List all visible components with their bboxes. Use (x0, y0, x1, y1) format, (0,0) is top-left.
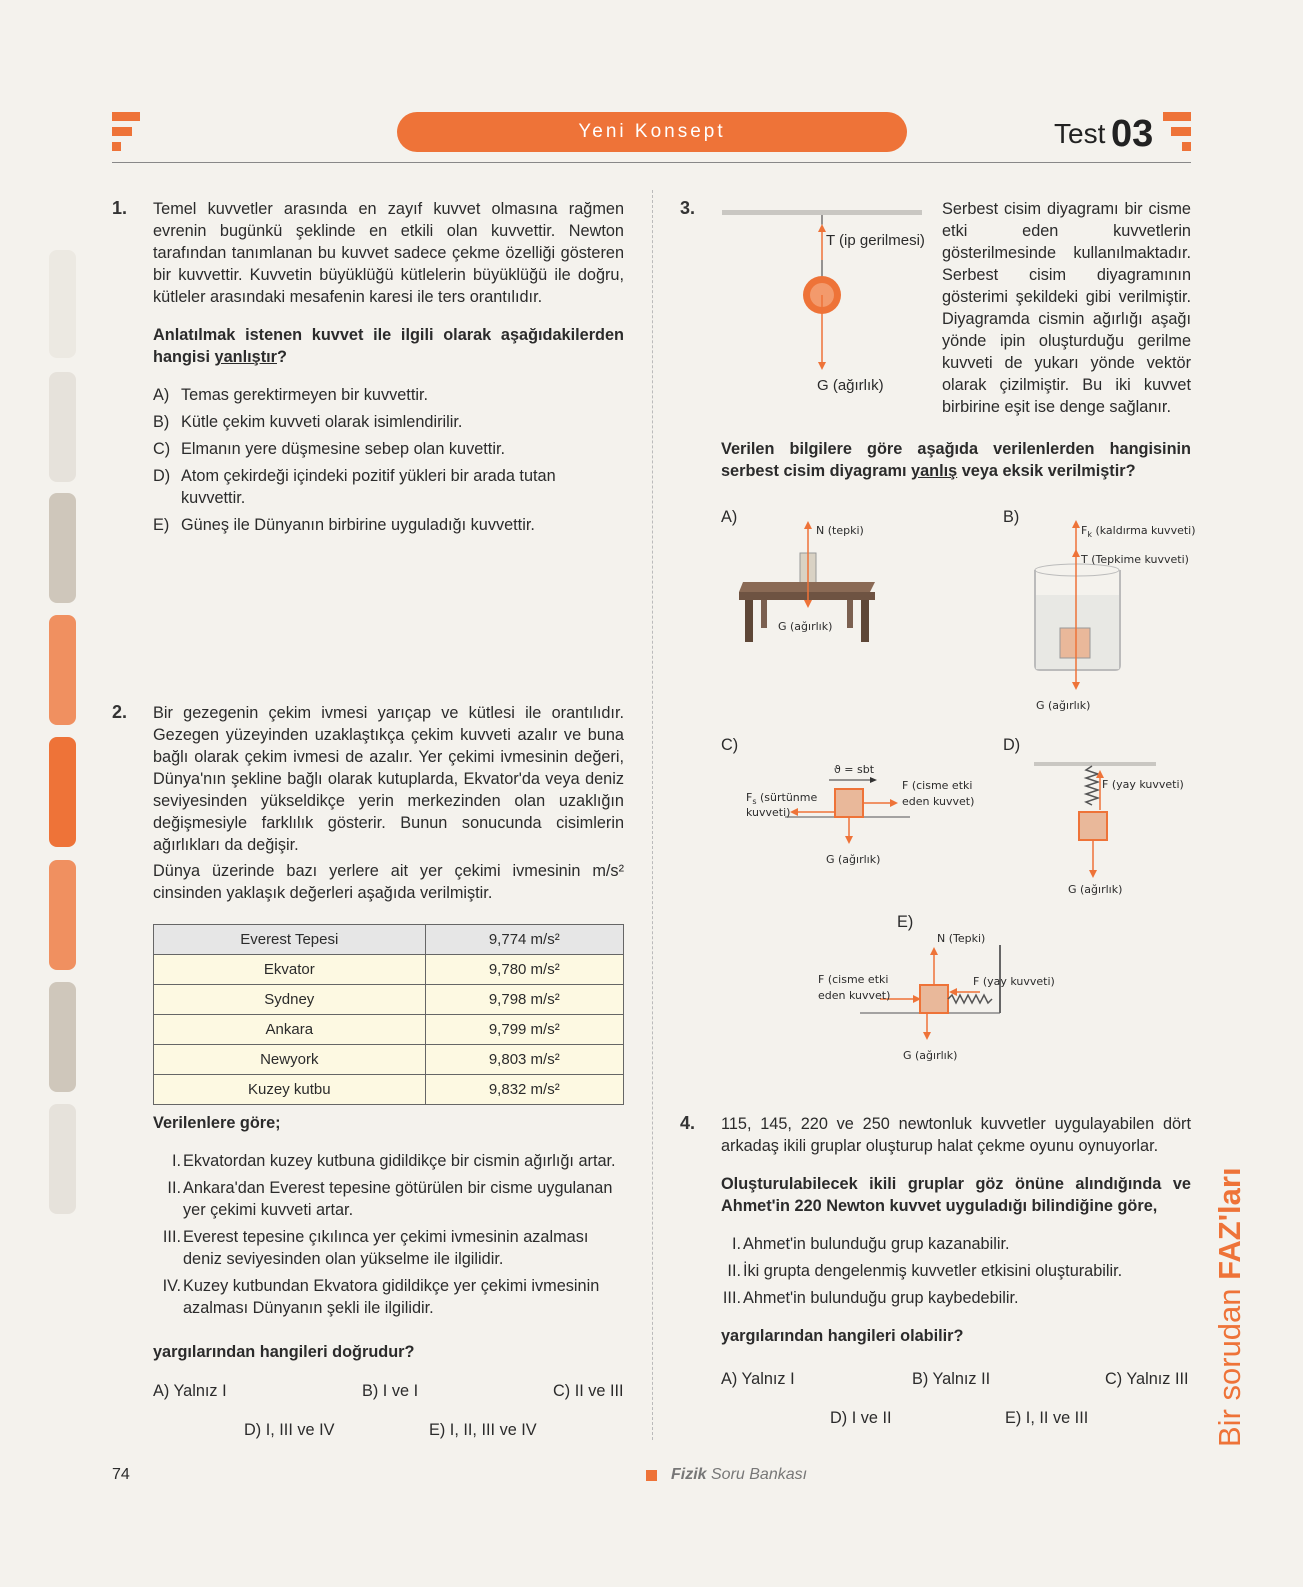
q3-text-block (942, 198, 1191, 418)
table-row: Newyork 9,803 m/s² (154, 1045, 624, 1075)
q2-option-d[interactable]: D) I, III ve IV (244, 1421, 335, 1439)
column-divider (652, 190, 653, 1440)
beaker-figure (1030, 520, 1130, 700)
optB-fk-label: $F_k$ (kaldırma kuvveti) (1081, 524, 1196, 540)
q4-statement-2: II. İki grupta dengelenmiş kuvvetler etkisini oluşturabilir. (727, 1262, 1123, 1280)
pendulum-figure (720, 200, 930, 400)
q2-option-a[interactable]: A) Yalnız I (153, 1382, 227, 1400)
q3-option-b[interactable]: B) (1003, 508, 1020, 526)
q4-block (721, 1113, 1191, 1347)
q2-question: yargılarından hangileri doğrudur? (153, 1343, 415, 1361)
table-row: Ekvator 9,780 m/s² (154, 955, 624, 985)
q4-option-c[interactable]: C) Yalnız III (1105, 1370, 1189, 1388)
q2-block (153, 702, 624, 904)
q4-option-e[interactable]: E) I, II ve III (1005, 1409, 1089, 1427)
q3-number: 3. (680, 198, 696, 218)
q3-option-d[interactable]: D) (1003, 736, 1021, 754)
q4-number: 4. (680, 1113, 696, 1133)
q2-statement-4: IV. Kuzey kutbundan Ekvatora gidildikçe yer çekimi ivmesinin azalması Dünyanın şekli ile ilgilidir. (162, 1277, 600, 1317)
optB-t-label: T (Tepkime kuvveti) (1081, 553, 1189, 566)
q3-question-block (721, 438, 1191, 482)
q1-options (153, 384, 624, 536)
header-title: Yeni Konsept (397, 112, 907, 152)
side-slogan: Bir sorudan FAZ'ları (1212, 1167, 1247, 1447)
q1-option-a[interactable]: A) Temas gerektirmeyen bir kuvvettir. (153, 386, 429, 404)
optD-f-label: F (yay kuvveti) (1102, 778, 1184, 791)
q3-text: Serbest cisim diyagramı bir cisme etki eden kuvvetlerin gösterilmesinde kullanılmaktadır. Serbest cisim diyagramının gösterimi şekildeki gibi verilmiştir. Diyagramda cismin ağırlığı aşağı yönde ipin oluşturduğu gerilme kuvveti de yukarı yönde vektör olarak çizilmiştir. Bu iki kuvvet birbirine eşit ise denge sağlanır. (942, 200, 1191, 416)
test-number: 03 (1111, 113, 1154, 155)
optA-n-label: N (tepki) (816, 524, 864, 537)
q3-option-a[interactable]: A) (721, 508, 738, 526)
q2-option-b[interactable]: B) I ve I (362, 1382, 419, 1400)
fig-weight-label: G (ağırlık) (817, 377, 884, 394)
optC-f-label: F (cisme etki eden kuvvet) (902, 779, 975, 808)
q4-statement-1: I. Ahmet'in bulunduğu grup kazanabilir. (731, 1235, 1010, 1253)
optE-n-label: N (Tepki) (937, 932, 986, 945)
q1-option-e[interactable]: E) Güneş ile Dünyanın birbirine uyguladığı kuvvettir. (153, 516, 535, 534)
q2-statement-3: III. Everest tepesine çıkılınca yer çekimi ivmesinin azalması deniz seviyesinden olan yükselme ile ilgilidir. (162, 1228, 589, 1268)
book-title: Fizik Soru Bankası (671, 1466, 808, 1483)
page-number: 74 (112, 1466, 130, 1483)
header-rule (112, 162, 1191, 163)
q1-number: 1. (112, 198, 128, 218)
q1-option-d[interactable]: D) Atom çekirdeği içindeki pozitif yükleri bir arada tutan kuvvettir. (153, 467, 556, 507)
optC-fs-label: $F_s$ (sürtünme kuvveti) (746, 791, 818, 820)
q2-option-c[interactable]: C) II ve III (553, 1382, 624, 1400)
optE-g-label: G (ağırlık) (903, 1049, 958, 1062)
q4-question2: yargılarından hangileri olabilir? (721, 1327, 964, 1345)
table-row: Sydney 9,798 m/s² (154, 985, 624, 1015)
q2-text2: Dünya üzerinde bazı yerlere ait yer çekimi ivmesinin m/s² cinsinden yaklaşık değerleri aşağıda verilmiştir. (153, 862, 624, 902)
q2-statements-block (153, 1112, 624, 1363)
test-label: Test (1054, 118, 1106, 149)
q4-option-d[interactable]: D) I ve II (830, 1409, 892, 1427)
q1-option-c[interactable]: C) Elmanın yere düşmesine sebep olan kuvettir. (153, 440, 505, 458)
q1-option-b[interactable]: B) Kütle çekim kuvveti olarak isimlendirilir. (153, 413, 463, 431)
q3-option-e[interactable]: E) (897, 913, 914, 931)
q4-option-a[interactable]: A) Yalnız I (721, 1370, 795, 1388)
q1-block (153, 198, 624, 536)
q1-text: Temel kuvvetler arasında en zayıf kuvvet olmasına rağmen evrenin bugünkü şeklinde en etkili olan kuvvettir. Newton tarafından tanımlanan bu kuvvet sadece çekme özelliği gösteren bir kuvvettir. Kuvvetin büyüklüğü kütlelerin büyüklüğü ile doğru, kütleler arasındaki mesafenin karesi ile ters orantılıdır. (153, 200, 624, 306)
q4-statement-3: III. Ahmet'in bulunduğu grup kaybedebilir. (722, 1289, 1019, 1307)
q3-question: Verilen bilgilere göre aşağıda verilenlerden hangisinin serbest cisim diyagramı yanlış veya eksik verilmiştir? (721, 440, 1191, 480)
optB-g-label: G (ağırlık) (1036, 699, 1091, 712)
optD-g-label: G (ağırlık) (1068, 883, 1123, 896)
optC-v-label: ϑ = sbt (834, 763, 875, 776)
q3-option-c[interactable]: C) (721, 736, 739, 754)
optA-g-label: G (ağırlık) (778, 620, 833, 633)
table-row: Everest Tepesi 9,774 m/s² (154, 925, 624, 955)
q4-question: Oluşturulabilecek ikili gruplar göz önüne alındığında ve Ahmet'in 220 Newton kuvvet uyguladığı bilindiğine göre, (721, 1175, 1191, 1215)
q2-given: Verilenlere göre; (153, 1114, 281, 1132)
q2-text: Bir gezegenin çekim ivmesi yarıçap ve kütlesi ile orantılıdır. Gezegen yüzeyinden uzaklaştıkça çekim kuvveti azalır ve buna bağlı olarak çekim ivmesi de azalır. Yer çekimi ivmesinin değeri, Dünya'nın şekline bağlı olarak kutuplarda, Ekvator'da veya deniz seviyesinden yükseldikçe yerin merkezinden olan uzaklığın değişmesiyle farklılık gösterir. Bunun sonucunda cisimlerin ağırlıkları da değişir. (153, 704, 624, 854)
q4-text: 115, 145, 220 ve 250 newtonluk kuvvetler uygulayabilen dört arkadaş ikili gruplar oluşturup halat çekme oyunu oynuyorlar. (721, 1115, 1191, 1155)
optE-fy-label: F (yay kuvveti) (973, 975, 1055, 988)
q2-statement-1: I. Ekvatordan kuzey kutbuna gidildikçe bir cismin ağırlığı artar. (171, 1152, 616, 1170)
q4-option-b[interactable]: B) Yalnız II (912, 1370, 991, 1388)
q2-option-e[interactable]: E) I, II, III ve IV (429, 1421, 537, 1439)
q2-number: 2. (112, 702, 128, 722)
fig-tension-label: T (ip gerilmesi) (826, 232, 925, 249)
q1-question: Anlatılmak istenen kuvvet ile ilgili olarak aşağıdakilerden hangisi yanlıştır? (153, 326, 624, 366)
table-row: Kuzey kutbu 9,832 m/s² (154, 1075, 624, 1105)
optC-g-label: G (ağırlık) (826, 853, 881, 866)
optE-f-label: F (cisme etki eden kuvvet) (818, 973, 891, 1002)
table-row: Ankara 9,799 m/s² (154, 1015, 624, 1045)
footer-square-icon (646, 1470, 657, 1481)
q2-statement-2: II. Ankara'dan Everest tepesine götürülen bir cisme uygulanan yer çekimi kuvveti artar. (167, 1179, 613, 1219)
gravity-table (153, 924, 624, 1105)
